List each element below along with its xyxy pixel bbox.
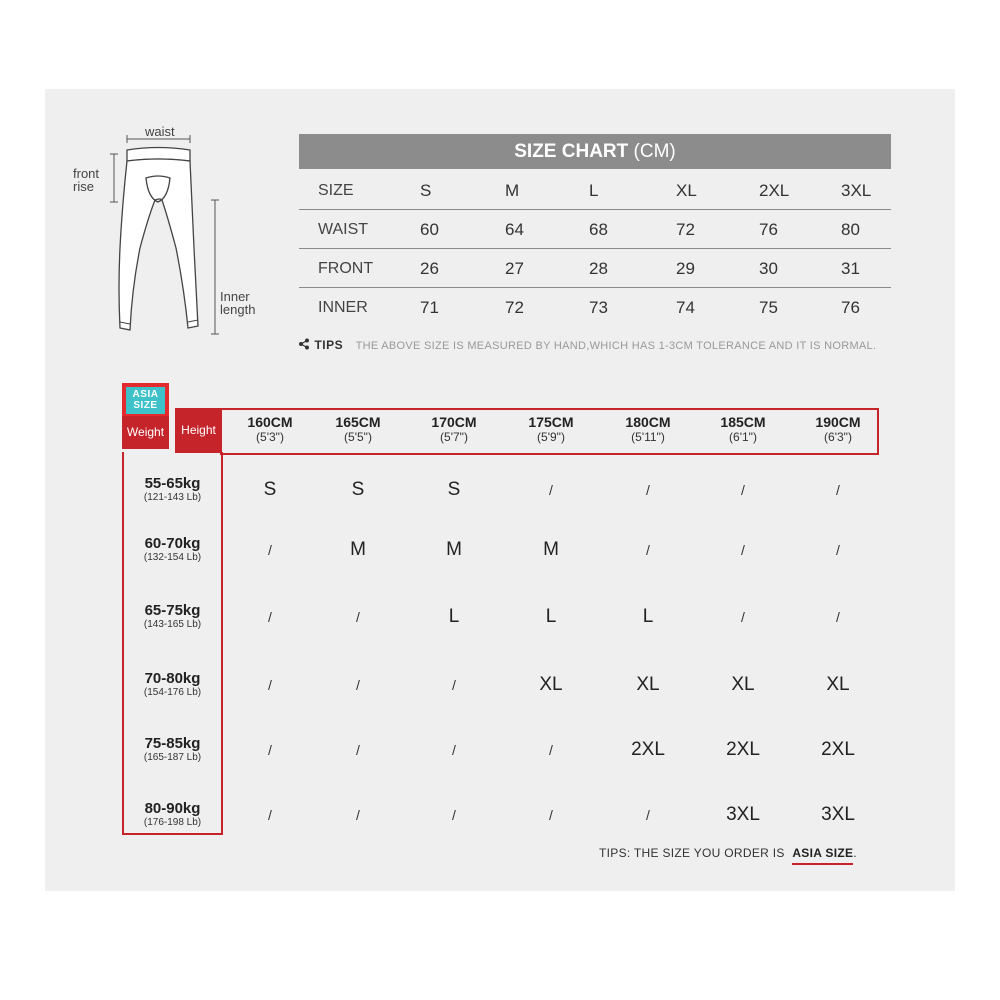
weight-lb: (132-154 Lb)	[143, 552, 202, 563]
tips-text: THE ABOVE SIZE IS MEASURED BY HAND,WHICH HAS 1-3CM TOLERANCE AND IT IS NORMAL.	[355, 340, 877, 352]
size-chart-cell: 75	[759, 298, 778, 317]
size-recommendation-cell: /	[549, 482, 553, 498]
size-recommendation-cell: M	[446, 539, 462, 560]
size-recommendation-cell: 2XL	[821, 739, 855, 760]
size-chart-cell: 3XL	[841, 181, 872, 200]
weight-row-header	[124, 670, 221, 699]
size-chart-cell: 80	[841, 220, 860, 239]
weight-kg: 65-75kg	[144, 602, 201, 619]
size-chart-row	[299, 210, 891, 249]
weight-kg: 75-85kg	[144, 735, 201, 752]
weight-kg: 70-80kg	[144, 670, 201, 687]
height-column-header	[603, 414, 693, 444]
weight-lb: (121-143 Lb)	[143, 492, 202, 503]
height-cm: 160CM	[247, 414, 293, 430]
size-chart-row-label: INNER	[318, 299, 368, 316]
size-recommendation-cell: /	[452, 677, 456, 693]
size-recommendation-cell: S	[351, 479, 365, 500]
inner-length-label-line2: length	[220, 302, 256, 317]
size-chart-cell: 76	[841, 298, 860, 317]
height-cm: 175CM	[528, 414, 574, 430]
size-recommendation-cell: 3XL	[821, 804, 855, 825]
size-recommendation-cell: XL	[826, 674, 850, 695]
height-column-header	[225, 414, 315, 444]
size-chart-row-label: SIZE	[318, 182, 354, 199]
weight-header: Weight	[122, 416, 169, 449]
height-column-header	[506, 414, 596, 444]
size-recommendation-cell: /	[741, 609, 745, 625]
height-cm: 185CM	[720, 414, 766, 430]
asia-size-badge	[122, 383, 169, 418]
weight-kg: 55-65kg	[144, 475, 201, 492]
height-cm: 165CM	[335, 414, 381, 430]
weight-lb: (165-187 Lb)	[143, 752, 202, 763]
weight-lb: (154-176 Lb)	[143, 687, 202, 698]
size-chart-title	[299, 134, 891, 169]
size-chart-cell: 26	[420, 259, 439, 278]
front-rise-label-line2: rise	[73, 179, 94, 194]
height-column-header	[698, 414, 788, 444]
size-chart-cell: 30	[759, 259, 778, 278]
weight-row-header	[124, 535, 221, 564]
size-recommendation-cell: /	[356, 609, 360, 625]
height-ft: (5'3")	[256, 430, 284, 444]
size-recommendation-cell: /	[356, 807, 360, 823]
weight-kg: 60-70kg	[144, 535, 201, 552]
size-recommendation-cell: /	[356, 677, 360, 693]
size-recommendation-cell: /	[268, 807, 272, 823]
size-recommendation-cell: 3XL	[726, 804, 760, 825]
size-chart-cell: 73	[589, 298, 608, 317]
size-chart-cell: 31	[841, 259, 860, 278]
height-header: Height	[175, 408, 222, 453]
size-chart-cell: 60	[420, 220, 439, 239]
size-recommendation-cell: /	[356, 742, 360, 758]
size-chart-cell: 27	[505, 259, 524, 278]
size-chart-row-label: WAIST	[318, 221, 369, 238]
front-rise-label-line1: front	[73, 166, 100, 181]
inner-length-label-line1: Inner	[220, 289, 250, 304]
size-recommendation-cell: M	[543, 539, 559, 560]
size-recommendation-cell: S	[447, 479, 461, 500]
size-recommendation-cell: /	[646, 807, 650, 823]
height-cm: 180CM	[625, 414, 671, 430]
size-recommendation-cell: XL	[731, 674, 755, 695]
size-recommendation-cell: /	[268, 542, 272, 558]
waist-label: waist	[145, 124, 175, 139]
size-chart-title-text: SIZE CHART	[514, 141, 629, 162]
asia-badge-line2: SIZE	[133, 400, 158, 411]
size-recommendation-cell: L	[642, 606, 654, 627]
size-chart-unit: (CM)	[633, 141, 676, 162]
height-ft: (6'3")	[824, 430, 852, 444]
size-recommendation-cell: /	[646, 542, 650, 558]
size-chart-cell: M	[505, 181, 520, 200]
size-recommendation-cell: /	[549, 807, 553, 823]
weight-row-header	[124, 735, 221, 764]
size-chart-cell: 29	[676, 259, 695, 278]
height-ft: (5'11")	[631, 430, 665, 444]
pants-diagram	[60, 118, 280, 348]
height-column-header	[313, 414, 403, 444]
size-chart-cell: 28	[589, 259, 608, 278]
asia-badge-line1: ASIA	[132, 389, 159, 400]
size-recommendation-cell: XL	[636, 674, 660, 695]
height-ft: (6'1")	[729, 430, 757, 444]
size-chart-row	[299, 288, 891, 327]
size-chart-row	[299, 171, 891, 210]
height-ft: (5'5")	[344, 430, 372, 444]
bottom-tip-prefix: TIPS: THE SIZE YOU ORDER IS	[599, 846, 785, 860]
size-recommendation-cell: 2XL	[726, 739, 760, 760]
size-chart-cell: 76	[759, 220, 778, 239]
size-recommendation-cell: /	[268, 677, 272, 693]
size-recommendation-cell: /	[646, 482, 650, 498]
weight-lb: (176-198 Lb)	[143, 817, 202, 828]
size-recommendation-cell: 2XL	[631, 739, 665, 760]
weight-row-header	[124, 800, 221, 829]
height-ft: (5'9")	[537, 430, 565, 444]
size-chart-row	[299, 249, 891, 288]
size-chart-cell: 72	[505, 298, 524, 317]
size-recommendation-cell: /	[549, 742, 553, 758]
size-recommendation-cell: XL	[539, 674, 563, 695]
size-chart-cell: 71	[420, 298, 439, 317]
weight-lb: (143-165 Lb)	[143, 619, 202, 630]
size-recommendation-cell: /	[268, 742, 272, 758]
size-chart-cell: 64	[505, 220, 524, 239]
height-cm: 190CM	[815, 414, 861, 430]
size-chart-cell: 72	[676, 220, 695, 239]
size-recommendation-cell: /	[741, 542, 745, 558]
weight-row-header	[124, 602, 221, 631]
size-recommendation-cell: /	[452, 742, 456, 758]
size-recommendation-cell: L	[545, 606, 557, 627]
size-chart-cell: 74	[676, 298, 695, 317]
size-recommendation-cell: /	[836, 542, 840, 558]
size-recommendation-cell: S	[263, 479, 277, 500]
size-recommendation-cell: M	[350, 539, 366, 560]
size-chart-cell: S	[420, 181, 432, 200]
share-icon	[298, 338, 310, 350]
height-column-header	[409, 414, 499, 444]
weight-column-frame	[122, 452, 223, 835]
bottom-tip-highlight: ASIA SIZE	[792, 846, 853, 865]
height-column-header	[793, 414, 883, 444]
asia-size-badge-inner	[126, 387, 165, 414]
size-chart-cell: XL	[676, 181, 697, 200]
size-chart-row-label: FRONT	[318, 260, 374, 277]
weight-row-header	[124, 475, 221, 504]
size-recommendation-cell: /	[452, 807, 456, 823]
size-recommendation-cell: /	[741, 482, 745, 498]
size-recommendation-cell: /	[836, 609, 840, 625]
weight-kg: 80-90kg	[144, 800, 201, 817]
size-chart-tips	[298, 336, 876, 354]
size-chart-cell: L	[589, 181, 599, 200]
tips-label: TIPS	[314, 338, 344, 352]
size-recommendation-cell: L	[448, 606, 460, 627]
size-chart-cell: 2XL	[759, 181, 790, 200]
height-cm: 170CM	[431, 414, 477, 430]
size-chart-cell: 68	[589, 220, 608, 239]
bottom-tip-suffix: .	[853, 846, 857, 860]
size-recommendation-cell: /	[268, 609, 272, 625]
size-recommendation-cell: /	[836, 482, 840, 498]
height-ft: (5'7")	[440, 430, 468, 444]
bottom-tip	[599, 845, 857, 861]
